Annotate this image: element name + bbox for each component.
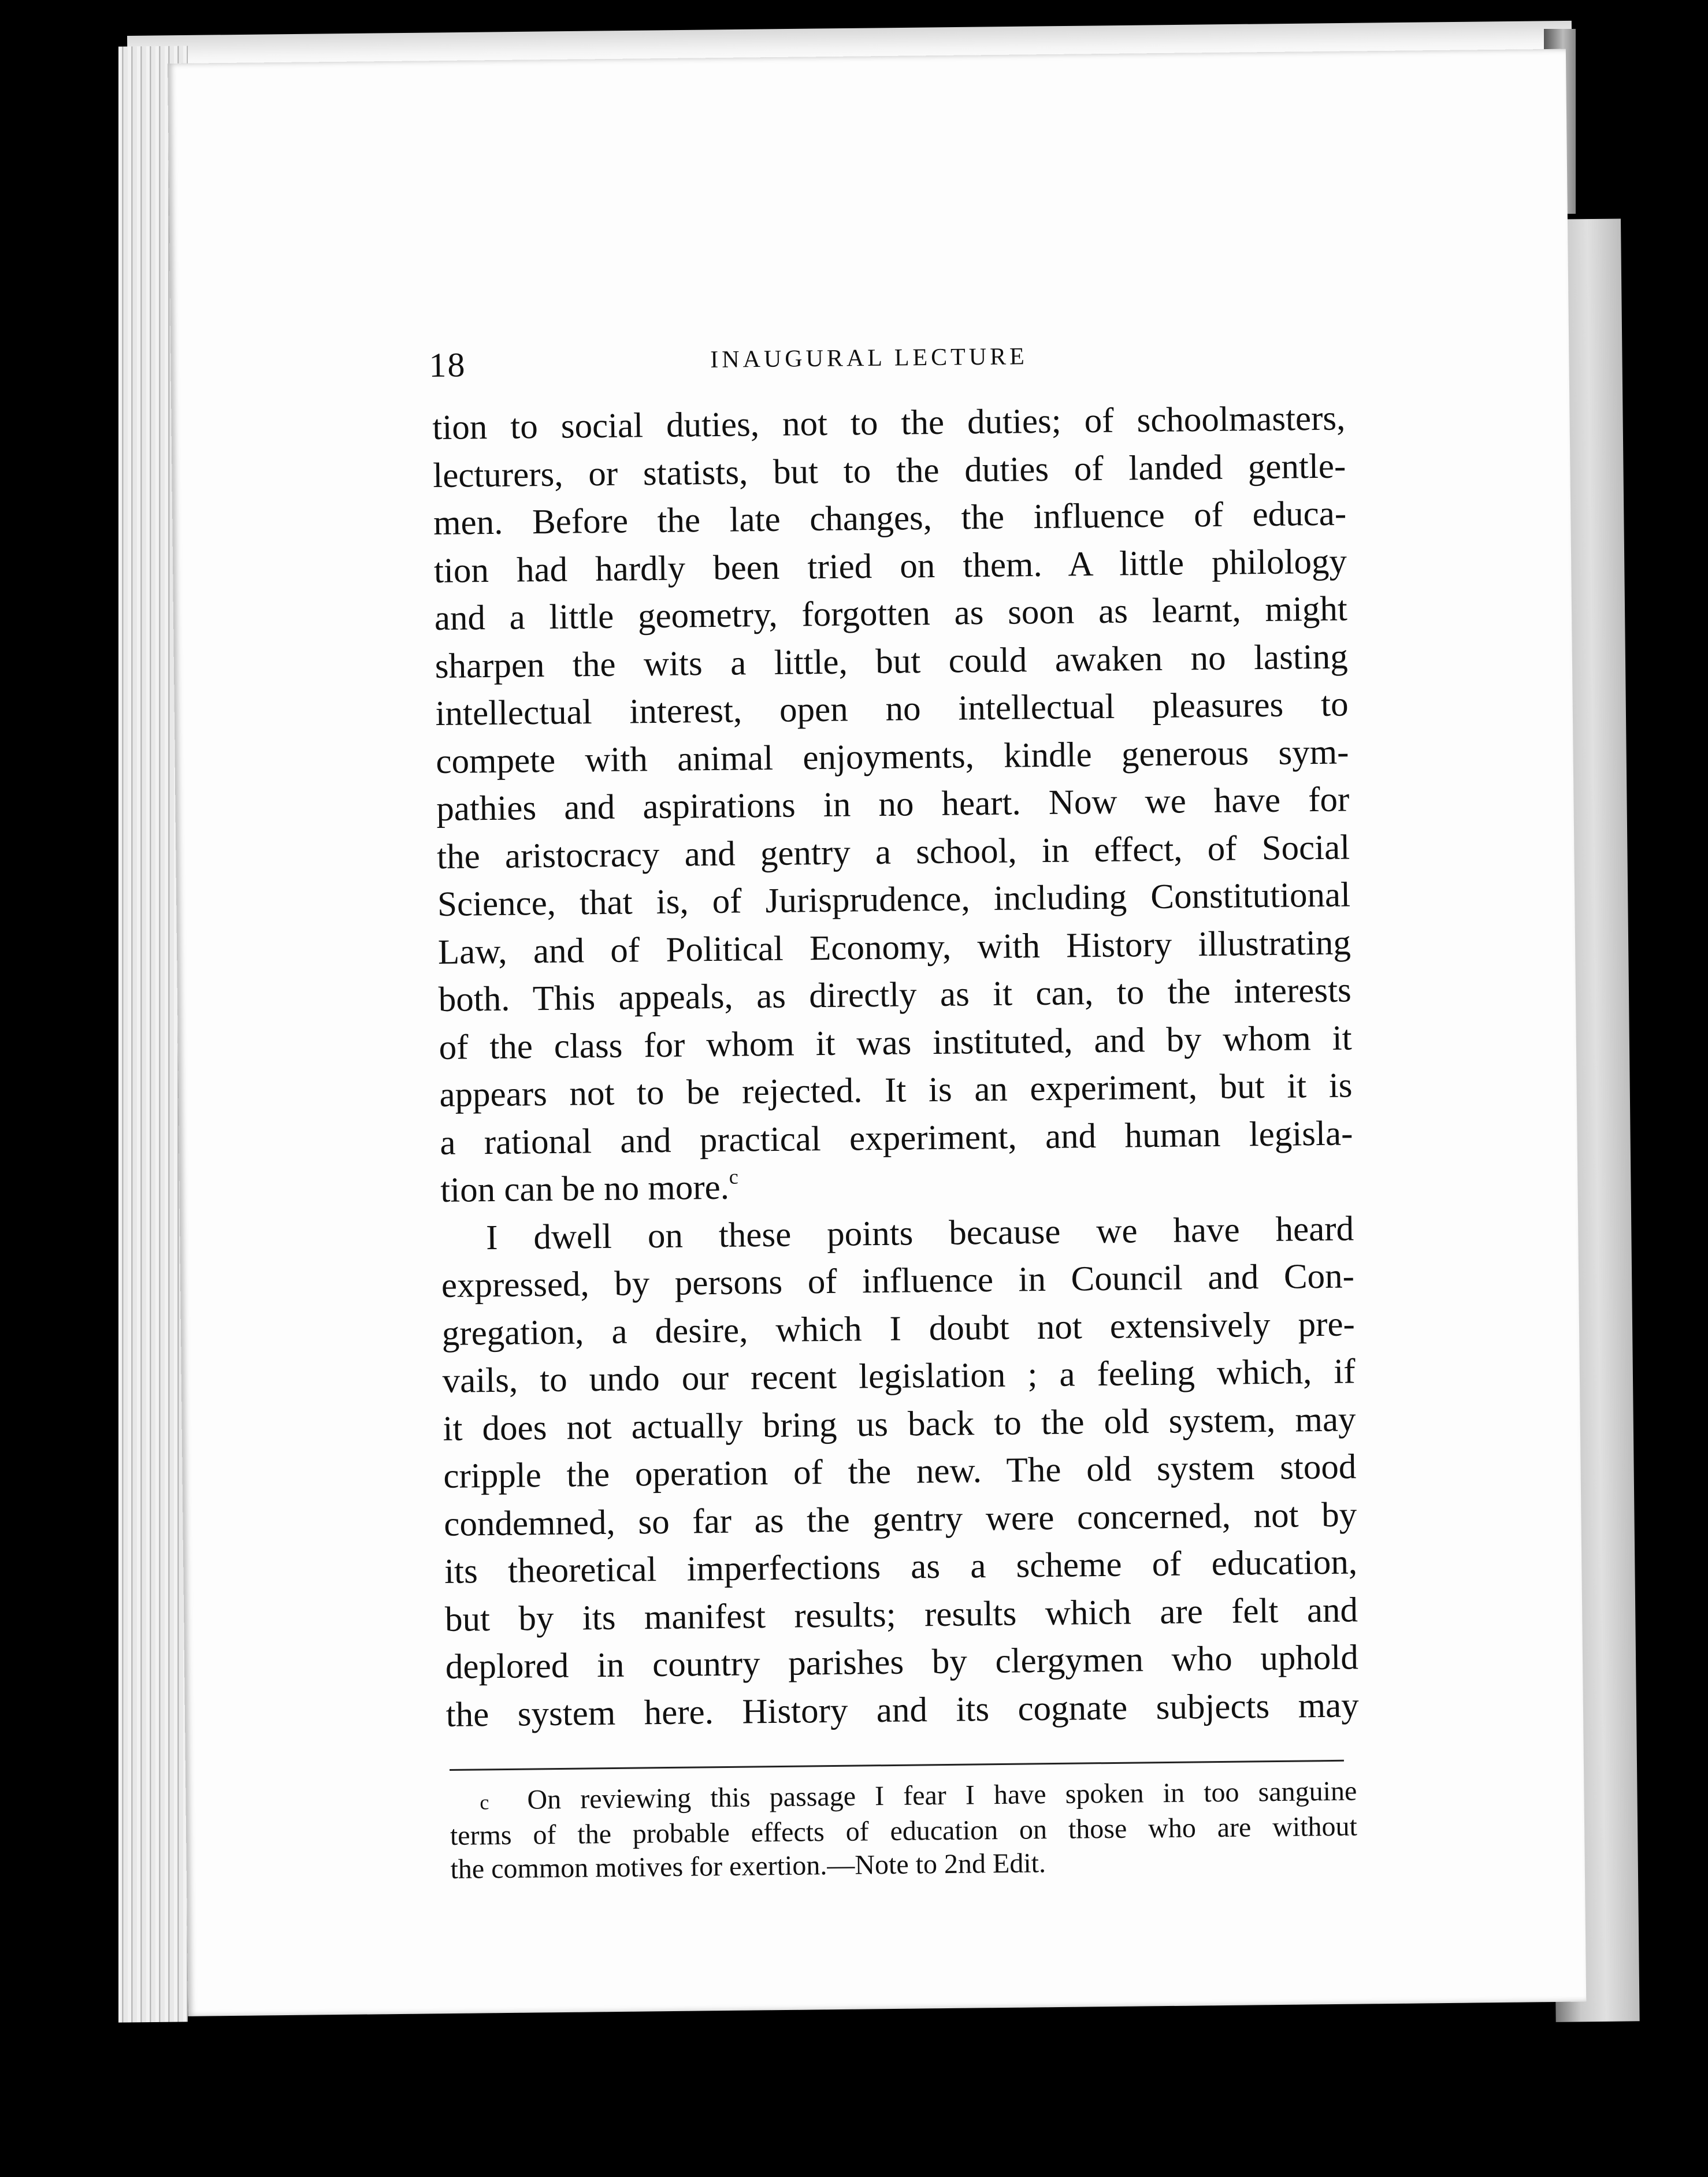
text-line: tion to social duties, not to the duties; of schoolmasters, bbox=[432, 399, 1346, 447]
text-line: but by its manifest results; results which are felt and bbox=[444, 1590, 1358, 1639]
text-line: pathies and aspirations in no heart. Now we have for bbox=[436, 780, 1350, 829]
text-line: Science, that is, of Jurisprudence, including Constitutional bbox=[437, 875, 1351, 924]
footnote-line: terms of the probable effects of education on those who are without bbox=[450, 1811, 1358, 1851]
text-line: gregation, a desire, which I doubt not extensively pre- bbox=[441, 1304, 1356, 1353]
text-line: Law, and of Political Economy, with History illustrating bbox=[437, 923, 1351, 972]
text-line: the system here. History and its cognate subjects may bbox=[445, 1685, 1360, 1734]
text-line: men. Before the late changes, the influence of educa- bbox=[433, 494, 1347, 543]
text-line: vails, to undo our recent legislation ; a feeling which, if bbox=[442, 1352, 1356, 1400]
text-line: lecturers, or statists, but to the duties of landed gentle- bbox=[432, 446, 1346, 495]
text-line: expressed, by persons of influence in Council and Con- bbox=[441, 1257, 1355, 1305]
text-line: condemned, so far as the gentry were concerned, not by bbox=[443, 1495, 1357, 1544]
text-line: compete with animal enjoyments, kindle generous sym- bbox=[436, 732, 1349, 781]
text-line: appears not to be rejected. It is an experiment, but it is bbox=[439, 1066, 1353, 1114]
text-line: tion can be no more. bbox=[440, 1168, 730, 1210]
text-line: it does not actually bring us back to the old system, may bbox=[443, 1399, 1356, 1448]
footnote-line: the common motives for exertion.—Note to 2nd Edit. bbox=[450, 1848, 1046, 1885]
text-line: both. This appeals, as directly as it can, to the interests bbox=[438, 971, 1352, 1019]
footnote-marker: c bbox=[480, 1790, 489, 1814]
text-line: of the class for whom it was instituted, and by whom it bbox=[439, 1018, 1352, 1067]
text-line: and a little geometry, forgotten as soon as learnt, might bbox=[434, 589, 1348, 638]
body-text bbox=[432, 395, 1359, 1738]
footnote-text: On reviewing this passage I fear I have spoken in too sanguine bbox=[527, 1775, 1357, 1815]
footnote bbox=[450, 1775, 1358, 1886]
text-line-paragraph-start: I dwell on these points because we have heard bbox=[485, 1209, 1354, 1257]
text-line: tion had hardly been tried on them. A little philology bbox=[433, 541, 1347, 590]
text-line: a rational and practical experiment, and human legisla- bbox=[440, 1113, 1353, 1162]
text-line: cripple the operation of the new. The old system stood bbox=[443, 1447, 1357, 1496]
text-line: intellectual interest, open no intellectual pleasures to bbox=[435, 685, 1349, 733]
footnote-reference: c bbox=[729, 1165, 738, 1188]
text-line: its theoretical imperfections as a scheme of education, bbox=[444, 1543, 1358, 1591]
running-head-title: INAUGURAL LECTURE bbox=[710, 343, 1028, 373]
text-line: sharpen the wits a little, but could awaken no lasting bbox=[435, 637, 1349, 686]
text-line: the aristocracy and gentry a school, in effect, of Social bbox=[436, 827, 1350, 876]
text-line: deplored in country parishes by clergymen who uphold bbox=[445, 1638, 1359, 1686]
page-number: 18 bbox=[429, 346, 466, 384]
